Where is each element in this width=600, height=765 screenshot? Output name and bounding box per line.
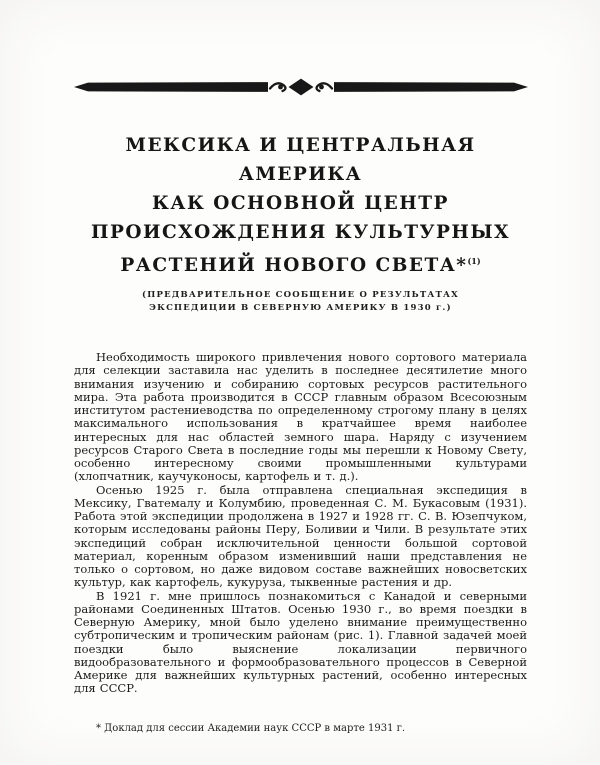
- title-line-4: [74, 247, 527, 280]
- title-footnote-marker: (1): [467, 256, 481, 266]
- article-subtitle: [74, 289, 527, 315]
- article-body: [74, 351, 527, 696]
- fleuron-divider-icon: [74, 76, 528, 98]
- paragraph-2: Осенью 1925 г. была отправлена специальная экспедиция в Мексику, Гватемалу и Колумбию, проведенная С. М. Букасовым (1931). Работа этой экспедиции продолжена в 1927 и 1928 гг. С. В. Юзепчуком, которым исследованы районы Перу, Боливии и Чили. В результате этих экспедиций собран исключительной ценности большой сортовой материал, коренным образом изменивший наши представления не только о сортовом, но даже видовом составе важнейших новосветских культур, как картофель, кукуруза, тыквенные растения и др.: [74, 482, 527, 590]
- title-line-1: МЕКСИКА И ЦЕНТРАЛЬНАЯ АМЕРИКА: [125, 135, 476, 185]
- header-ornament-rule: [74, 76, 527, 98]
- paragraph-3: В 1921 г. мне пришлось познакомиться с Канадой и северными районами Соединенных Штатов. Осенью 1930 г., во время поездки в Северную Америку, мной было уделено внимание преимущественно субтропическим и тропическим районам (рис. 1). Главной задачей моей поездки было выяснение локализации первичного видообразовательного и формообразовательного процессов в Северной Америке для важнейших культурных растений, особенно интересных для СССР.: [74, 588, 527, 696]
- subtitle-line-2: ЭКСПЕДИЦИИ В СЕВЕРНУЮ АМЕРИКУ В 1930 г.): [149, 303, 452, 314]
- title-line-3: ПРОИСХОЖДЕНИЯ КУЛЬТУРНЫХ: [91, 222, 510, 243]
- title-line-2: КАК ОСНОВНОЙ ЦЕНТР: [152, 193, 449, 214]
- paragraph-1: Необходимость широкого привлечения нового сортового материала для селекции заставила нас уделить в последнее десятилетие много внимания изучению и собиранию сортовых ресурсов растительного мира. Эта работа производится в СССР главным образом Всесоюзным институтом растениеводства по определенному строгому плану в целях максимального использования в кратчайшее время наиболее интересных для нас областей земного шара. Наряду с изучением ресурсов Старого Света в последние годы мы перешли к Новому Свету, особенно интересному своими промышленными культурами (хлопчатник, каучуконосы, картофель и т. д.).: [74, 350, 527, 484]
- subtitle-line-1: (ПРЕДВАРИТЕЛЬНОЕ СООБЩЕНИЕ О РЕЗУЛЬТАТАХ: [142, 290, 459, 301]
- article-title: [74, 131, 527, 280]
- page-footnote: * Доклад для сессии Академии наук СССР в марте 1931 г.: [96, 722, 406, 734]
- title-line-4-text: РАСТЕНИЙ НОВОГО СВЕТА*: [120, 255, 468, 277]
